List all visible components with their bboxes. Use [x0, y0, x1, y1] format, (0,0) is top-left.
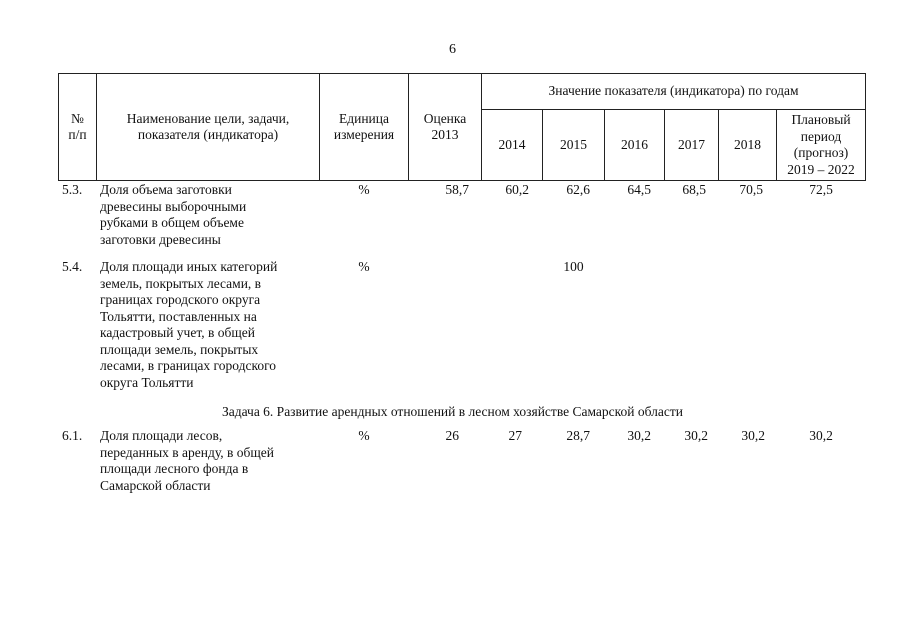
row-value-2015: 28,7 — [566, 428, 590, 443]
row-value-2017: 30,2 — [684, 428, 708, 443]
row-indicator-name: Доля площади иных категорий земель, покрытых лесами, в границах городского округа Тольятти, поставленных на кадастровый учет, в общей площади земель, покрытых лесами, в границах городского округа Тольятти — [100, 259, 278, 390]
header-year-2016: 2016 — [621, 136, 648, 152]
row-number: 5.3. — [62, 182, 83, 197]
row-value-2014: 27 — [508, 428, 522, 443]
header-values-title: Значение показателя (индикатора) по годам — [548, 83, 799, 99]
section-title: Задача 6. Развитие арендных отношений в лесном хозяйстве Самарской области — [221, 404, 684, 419]
row-indicator-name: Доля объема заготовки древесины выборочными рубками в общем объеме заготовки древесины — [100, 182, 247, 247]
header-plan: Плановый период (прогноз) 2019 – 2022 — [787, 112, 855, 177]
row-value-2014: 60,2 — [505, 182, 529, 197]
row-value-2018: 30,2 — [741, 428, 765, 443]
row-value-2018: 70,5 — [739, 182, 763, 197]
row-estimate: 58,7 — [445, 182, 469, 197]
row-unit: % — [358, 259, 370, 274]
header-name: Наименование цели, задачи, показателя (индикатора) — [126, 110, 290, 142]
col-border — [865, 73, 866, 181]
header-bottom-border — [58, 180, 866, 181]
header-year-2017: 2017 — [678, 136, 705, 152]
row-unit: % — [358, 428, 370, 443]
row-number: 5.4. — [62, 259, 83, 274]
row-value-2015: 62,6 — [566, 182, 590, 197]
row-plan: 30,2 — [809, 428, 833, 443]
row-value-2016: 64,5 — [627, 182, 651, 197]
row-value-2016: 30,2 — [627, 428, 651, 443]
page-number: 6 — [449, 42, 456, 57]
row-indicator-name: Доля площади лесов, переданных в аренду, в общей площади лесного фонда в Самарской области — [100, 428, 274, 493]
header-unit: Единица измерения — [333, 110, 395, 142]
row-estimate: 26 — [445, 428, 459, 443]
header-year-2018: 2018 — [734, 136, 761, 152]
row-unit: % — [358, 182, 370, 197]
row-plan: 72,5 — [809, 182, 833, 197]
header-year-2015: 2015 — [560, 136, 587, 152]
row-number: 6.1. — [62, 428, 83, 443]
header-num: № п/п — [68, 110, 87, 142]
header-year-2014: 2014 — [498, 136, 526, 152]
row-value-2017: 68,5 — [682, 182, 706, 197]
row-value-2015: 100 — [563, 259, 584, 274]
header-estimate: Оценка 2013 — [423, 110, 467, 142]
